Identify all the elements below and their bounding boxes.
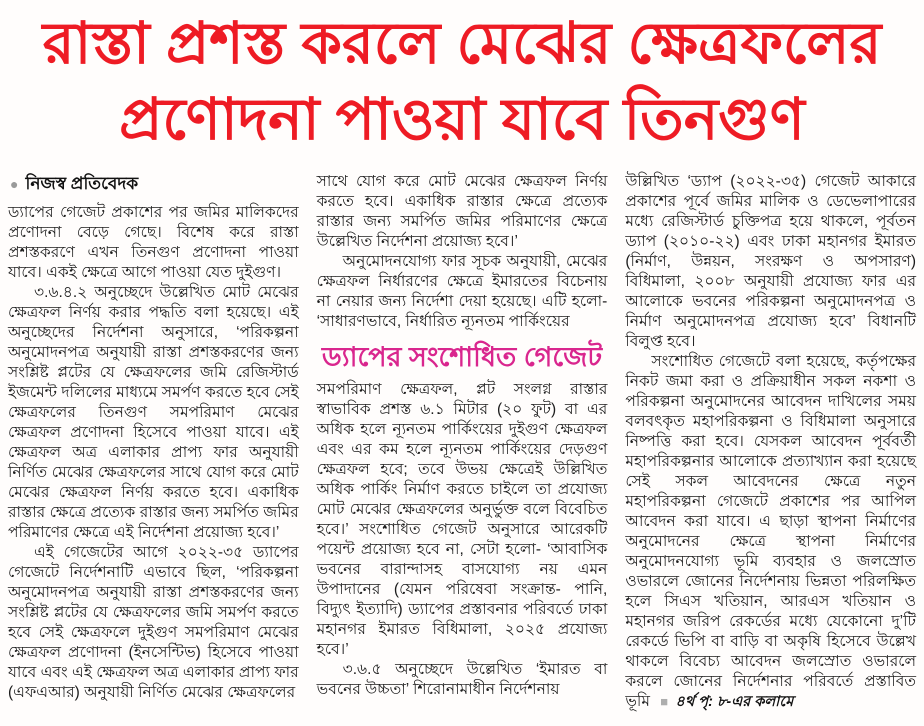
headline-line-1: রাস্তা প্রশস্ত করলে মেঝের ক্ষেত্রফলের xyxy=(42,11,882,76)
paragraph: ৩.৬.৫ অনুচ্ছেদে উল্লেখিত ‘ইমারত বা ভবনের উচ্চতা’ শিরোনামাধীন নির্দেশনায় xyxy=(316,661,608,698)
column-1 xyxy=(8,172,299,712)
byline xyxy=(10,174,299,194)
byline-bullet-icon: ● xyxy=(10,176,19,192)
column-2 xyxy=(317,172,608,712)
byline-label: নিজস্ব প্রতিবেদক xyxy=(25,174,139,193)
article-columns xyxy=(0,158,924,712)
continuation-square-icon: ■ xyxy=(660,694,669,709)
paragraph: ৩.৬.৪.২ অনুচ্ছেদে উল্লেখিত মোট মেঝের ক্ষেত্রফল নির্ণয় করার পদ্ধতি বলা হয়েছে। এই অনুচ্ছেদের নির্দেশনা অনুসারে, ‘পরিকল্পনা অনুমোদনপত্র অনুযায়ী রাস্তা প্রশস্তকরণের জন্য সংশ্লিষ্ট প্লটের যে ক্ষেত্রফলের জমি রেজিস্টার্ড ইজমেন্ট দলিলের মাধ্যমে সমর্পণ করতে হবে সেই ক্ষেত্রফলের তিনগুণ সমপরিমাণ মেঝের ক্ষেত্রফল প্রণোদনা হিসেবে পাওয়া যাবে। এই ক্ষেত্রফল অত্র এলাকার প্রাপ্য ফার অনুযায়ী নির্ণিত মেঝের ক্ষেত্রফলের সাথে যোগ করে মোট মেঝের ক্ষেত্রফল নির্ণয় করতে হবে। একাধিক রাস্তার ক্ষেত্রে প্রত্যেক রাস্তার জন্য সমর্পিত জমির পরিমাণের ক্ষেত্রে এই নির্দেশনা প্রয়োজ্য হবে।’ xyxy=(8,284,299,541)
headline xyxy=(0,0,924,158)
headline-line-2: প্রণোদনা পাওয়া যাবে তিনগুণ xyxy=(119,87,805,152)
paragraph: অনুমোদনযোগ্য ফার সূচক অনুযায়ী, মেঝের ক্ষেত্রফল নির্ধারণের ক্ষেত্রে ইমারতের বিচেনায় না নেয়ার জন্য নির্দেশা দেয়া হয়েছে। এটি হলো- ‘সাধারণভাবে, নির্ধারিত ন্যূনতম পার্কিংয়ের xyxy=(316,253,608,330)
section-subheading: ড্যাপের সংশোধিত গেজেট xyxy=(321,342,603,372)
paragraph: উল্লিখিত ‘ড্যাপ (২০২২-৩৫) গেজেট আকারে প্রকাশের পূর্বে জমির মালিক ও ডেভেলাপারের মধ্যে রেজিস্টার্ড চুক্তিপত্র হয়ে থাকলে, পূর্বতন ড্যাপ (২০১০-২২) এবং ঢাকা মহানগর ইমারত (নির্মাণ, উন্নয়ন, সংরক্ষণ ও অপসারণ) বিধিমালা, ২০০৮ অনুযায়ী প্রযোজ্য ফার এর আলোকে ভবনের পরিকল্পনা অনুমোদনপত্র ও নির্মাণ অনুমোদনপত্র প্রযোজ্য হবে’ বিধানটি বিলুপ্ত হবে। xyxy=(625,173,917,350)
column-3 xyxy=(625,172,916,712)
paragraph: সাথে যোগ করে মোট মেঝের ক্ষেত্রফল নির্ণয় করতে হবে। একাধিক রাস্তার ক্ষেত্রে প্রত্যেক রাস্তার জন্য সমর্পিত জমির পরিমাণের ক্ষেত্রে উল্লেখিত নির্দেশনা প্রয়োজ্য হবে।’ xyxy=(316,173,608,250)
paragraph-lead: ড্যাপের গেজেট প্রকাশের পর জমির মালিকদের প্রণোদনা বেড়ে গেছে। বিশেষ করে রাস্তা প্রশস্তকরণে এখন তিনগুণ প্রণোদনা পাওয়া যাবে। একই ক্ষেত্রে আগে পাওয়া যেত দুইগুণ। xyxy=(8,204,299,281)
paragraph-with-continuation xyxy=(625,352,916,712)
paragraph: এই গেজেটের আগে ২০২২-৩৫ ড্যাপের গেজেটে নির্দেশনাটি এভাবে ছিল, ‘পরিকল্পনা অনুমোদনপত্র অনুযায়ী রাস্তা প্রশস্তকরণের জন্য সংশ্লিষ্ট প্লটের যে ক্ষেত্রফলের জমি সমর্পণ করতে হবে সেই ক্ষেত্রফলে দুইগুণ সমপরিমাণ মেঝের ক্ষেত্রফল প্রণোদনা (ইনসেন্টিভ) হিসেবে পাওয়া যাবে এবং এই ক্ষেত্রফল অত্র এলাকার প্রাপ্য ফার (এফএআর) অনুযায়ী নির্ণিত মেঝের ক্ষেত্রফলের xyxy=(8,544,299,701)
continuation-label: ৪র্থ পৃ: ৮-এর কলামে xyxy=(675,694,794,710)
paragraph: সমপরিমাণ ক্ষেত্রফল, প্লট সংলগ্ন রাস্তার স্বাভাবিক প্রশস্ত ৬.১ মিটার (২০ ফুট) বা এর অধিক হলে ন্যূনতম পার্কিংয়ের দুইগুণ ক্ষেত্রফল এবং এর কম হলে ন্যূনতম পার্কিংয়ের দেড়গুণ ক্ষেত্রফল হবে; তবে উভয় ক্ষেত্রেই উল্লিখিত অধিক পার্কিং নির্মাণ করতে চাইলে তা প্রযোজ্য মোট মেঝের ক্ষেত্রফলের অনুর্ভুক্ত বলে বিবেচিত হবে।’ সংশোধিত গেজেট অনুসারে আরেকটি পয়েন্ট প্রয়োজ্য হবে না, সেটা হলো- ‘আবাসিক ভবনের বারান্দাসহ বাসযোগ্য নয় এমন উপাদানের (যেমন পরিষেবা সংক্রান্ত- পানি, বিদ্যুৎ ইত্যাদি) ড্যাপের প্রস্তাবনার পরিবর্তে ঢাকা মহানগর ইমারত বিধিমালা, ২০২৫ প্রযোজ্য হবে।’ xyxy=(316,381,608,658)
paragraph-text: সংশোধিত গেজেটে বলা হয়েছে, কর্তৃপক্ষের নিকট জমা করা ও প্রক্রিয়াধীন সকল নকশা ও পরিকল্পনা অনুমোদনের আবেদন দাখিলের সময় বলবৎকৃত মহাপরিকল্পনা ও বিধিমালা অনুসারে নিষ্পত্তি করা হবে। যেসকল আবেদন পূর্ববর্তী মহাপরিকল্পনার আলোকে প্রত্যাখ্যান করা হয়েছে সেই সকল আবেদনের ক্ষেত্রে নতুন মহাপরিকল্পনা গেজেটে প্রকাশের পর আপিল আবেদন করা যাবে। এ ছাড়া স্থাপনা নির্মাণের অনুমোদনের ক্ষেত্রে স্থাপনা নির্মাণের অনুমোদনযোগ্য ভূমি ব্যবহার ও জলস্রোত ওভারলে জোনের নির্দেশনায় ভিন্নতা পরিলক্ষিত হলে সিএস খতিয়ান, আরএস খতিয়ান ও মহানগর জরিপ রেকর্ডের মধ্যে যেকোনো দু’টি রেকর্ডে ভিপি বা বাড়ি বা অকৃষি হিসেবে উল্লেখ থাকলে বিবেচ্য আবেদন জলস্রোত ওভারলে করলে জোনের নির্দেশনার পরিবর্তে প্রস্তাবিত ভূমি xyxy=(625,353,917,710)
